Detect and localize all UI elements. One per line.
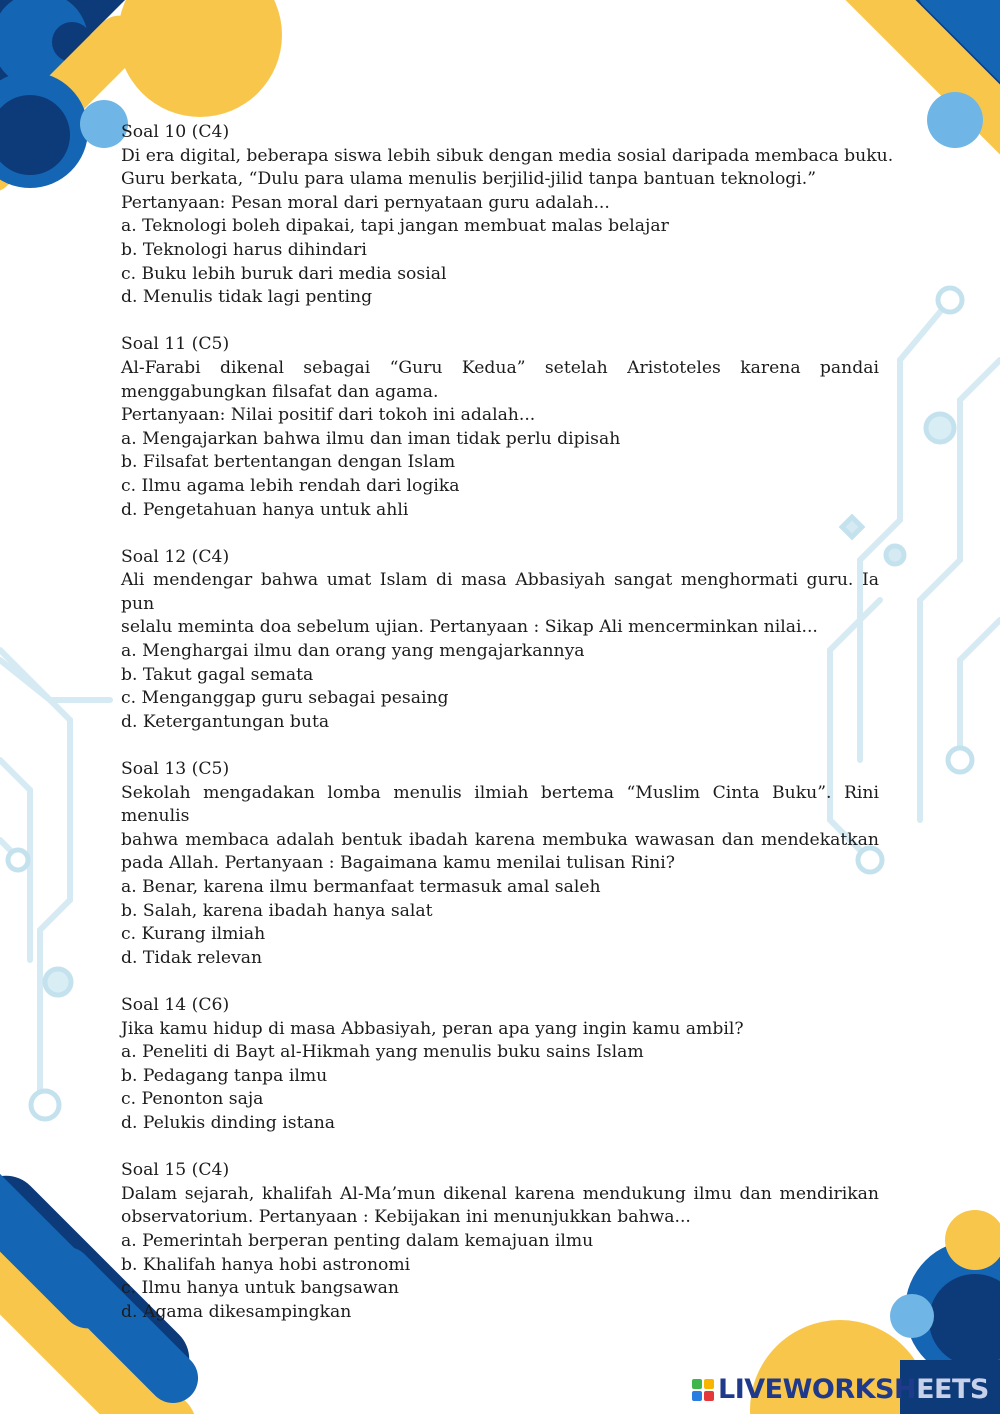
logo-tile xyxy=(704,1379,714,1389)
question-title: Soal 10 (C4) xyxy=(121,122,230,142)
liveworksheets-watermark xyxy=(692,1373,989,1407)
question-title: Soal 11 (C5) xyxy=(121,334,230,355)
answer-option: c. Ilmu agama lebih rendah dari logika xyxy=(121,475,460,496)
question-text: menggabungkan filsafat dan agama. xyxy=(121,381,439,402)
question-text: bahwa membaca adalah bentuk ibadah karena membuka wawasan dan mendekatkan xyxy=(121,829,879,850)
question-block xyxy=(121,333,879,522)
question-title: Soal 13 (C5) xyxy=(121,759,230,780)
question-block xyxy=(121,758,879,970)
question-block xyxy=(121,121,894,310)
logo-tile xyxy=(704,1391,714,1401)
question-text: Al-Farabi dikenal sebagai “Guru Kedua” setelah Aristoteles karena pandai xyxy=(121,357,879,378)
answer-option: d. Pengetahuan hanya untuk ahli xyxy=(121,499,409,520)
answer-option: b. Teknologi harus dihindari xyxy=(121,239,367,260)
question-block xyxy=(121,1159,879,1324)
question-block xyxy=(121,994,879,1136)
question-text: Di era digital, beberapa siswa lebih sibuk dengan media sosial daripada membaca buku. xyxy=(121,145,894,166)
answer-option: b. Pedagang tanpa ilmu xyxy=(121,1065,328,1086)
question-text: Guru berkata, “Dulu para ulama menulis berjilid-jilid tanpa bantuan teknologi.” xyxy=(121,169,817,190)
question-prompt: Jika kamu hidup di masa Abbasiyah, peran apa yang ingin kamu ambil? xyxy=(121,1018,744,1039)
answer-option: c. Ilmu hanya untuk bangsawan xyxy=(121,1278,399,1299)
question-text: Ali mendengar bahwa umat Islam di masa Abbasiyah sangat menghormati guru. Ia pun xyxy=(121,570,879,614)
answer-option: d. Pelukis dinding istana xyxy=(121,1112,336,1133)
question-prompt: selalu meminta doa sebelum ujian. Pertanyaan : Sikap Ali mencerminkan nilai... xyxy=(121,617,818,638)
circuit-pattern-left xyxy=(0,650,110,1100)
question-title: Soal 12 (C4) xyxy=(121,546,230,567)
answer-option: b. Salah, karena ibadah hanya salat xyxy=(121,900,433,921)
answer-option: a. Menghargai ilmu dan orang yang mengajarkannya xyxy=(121,641,585,662)
question-text: Sekolah mengadakan lomba menulis ilmiah bertema “Muslim Cinta Buku”. Rini menulis xyxy=(121,782,879,827)
question-title: Soal 15 (C4) xyxy=(121,1160,230,1181)
liveworksheets-logo xyxy=(692,1379,714,1401)
answer-option: c. Menganggap guru sebagai pesaing xyxy=(121,688,449,709)
brand-name: LIVEWORKSH xyxy=(718,1374,917,1405)
answer-option: c. Buku lebih buruk dari media sosial xyxy=(121,263,447,284)
answer-option: d. Agama dikesampingkan xyxy=(121,1301,352,1322)
question-block xyxy=(121,546,879,735)
answer-option: d. Menulis tidak lagi penting xyxy=(121,287,373,308)
question-prompt: observatorium. Pertanyaan : Kebijakan ini menunjukkan bahwa... xyxy=(121,1207,691,1228)
answer-option: a. Mengajarkan bahwa ilmu dan iman tidak perlu dipisah xyxy=(121,428,621,449)
answer-option: a. Pemerintah berperan penting dalam kemajuan ilmu xyxy=(121,1230,594,1251)
answer-option: b. Filsafat bertentangan dengan Islam xyxy=(121,452,456,473)
answer-option: c. Penonton saja xyxy=(121,1089,264,1110)
question-title: Soal 14 (C6) xyxy=(121,994,230,1015)
answer-option: a. Peneliti di Bayt al-Hikmah yang menulis buku sains Islam xyxy=(121,1042,644,1063)
answer-option: b. Khalifah hanya hobi astronomi xyxy=(121,1254,411,1275)
question-prompt: Pertanyaan: Pesan moral dari pernyataan guru adalah... xyxy=(121,192,610,213)
answer-option: d. Ketergantungan buta xyxy=(121,711,330,732)
question-content xyxy=(121,121,894,1348)
question-prompt: Pertanyaan: Nilai positif dari tokoh ini adalah... xyxy=(121,405,536,426)
answer-option: a. Teknologi boleh dipakai, tapi jangan membuat malas belajar xyxy=(121,216,669,237)
logo-tile xyxy=(692,1379,702,1389)
logo-tile xyxy=(692,1391,702,1401)
answer-option: a. Benar, karena ilmu bermanfaat termasuk amal saleh xyxy=(121,877,601,897)
answer-option: b. Takut gagal semata xyxy=(121,664,314,685)
answer-option: c. Kurang ilmiah xyxy=(121,924,266,945)
question-text: Dalam sejarah, khalifah Al-Ma’mun dikenal karena mendukung ilmu dan mendirikan xyxy=(121,1183,879,1204)
question-prompt: pada Allah. Pertanyaan : Bagaimana kamu menilai tulisan Rini? xyxy=(121,853,675,874)
brand-name-faded: EETS xyxy=(916,1374,989,1405)
answer-option: d. Tidak relevan xyxy=(121,947,263,968)
